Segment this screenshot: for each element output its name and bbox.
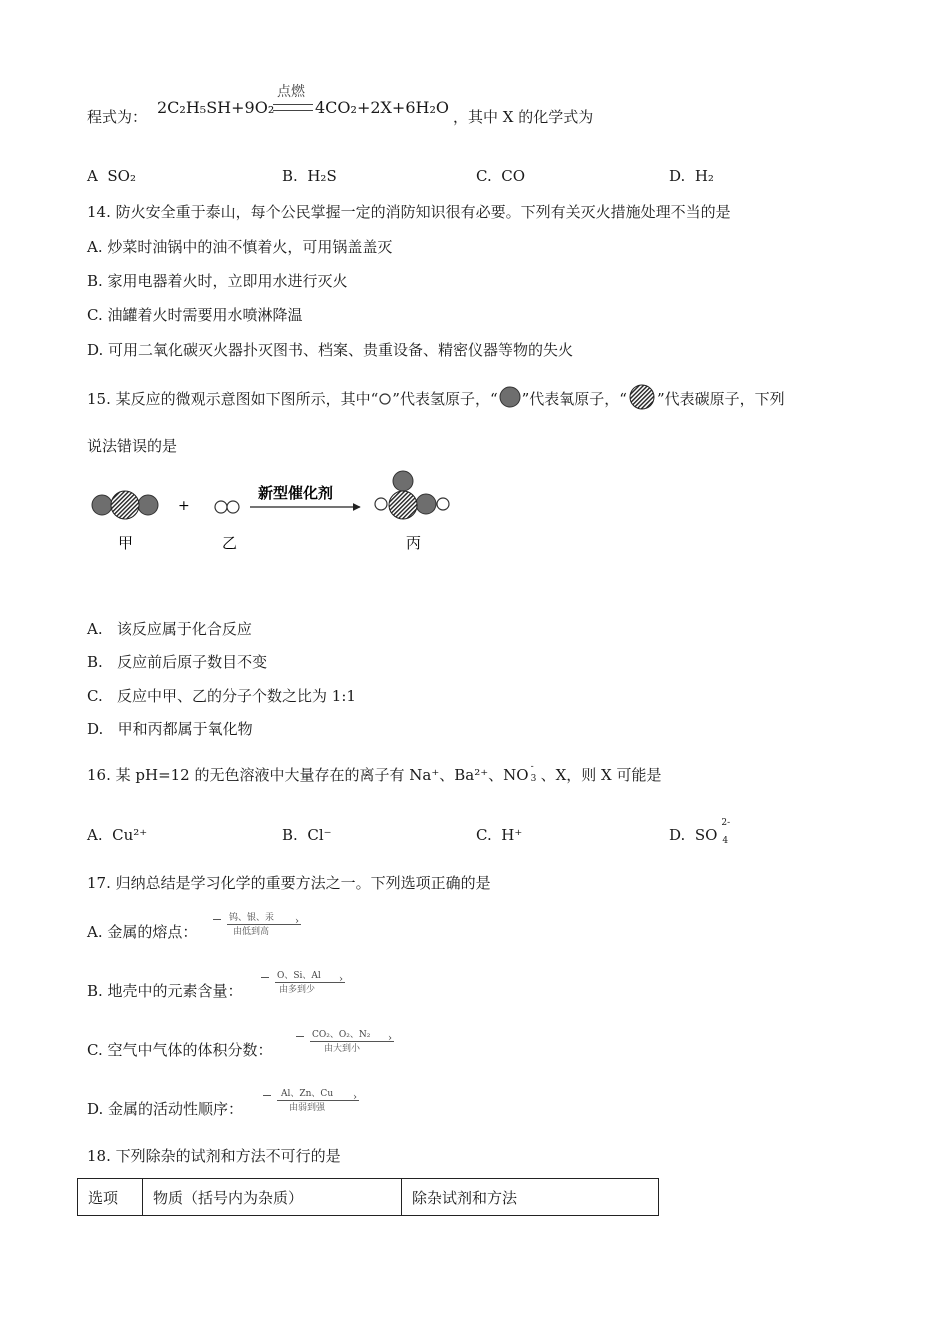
plus-sign: + (178, 498, 190, 514)
catalyst-label: 新型催化剂 (258, 484, 334, 502)
table-header-row (78, 1179, 659, 1216)
q14-option-d[interactable]: D. 可用二氧化碳灭火器扑灭图书、档案、贵重设备、精密仪器等物的失火 (87, 341, 574, 359)
q18-stem: 18. 下列除杂的试剂和方法不可行的是 (87, 1147, 341, 1165)
q16-stem: 16. 某 pH=12 的无色溶液中大量存在的离子有 Na⁺、Ba²⁺、NO - 3 、X，则 X 可能是 (87, 762, 662, 784)
q13-option-d[interactable]: D. H₂ (669, 167, 714, 185)
q17-option-c[interactable]: C. 空气中气体的体积分数： (87, 1041, 273, 1059)
q13-tail: ，其中 X 的化学式为 (453, 108, 594, 126)
q15-option-c[interactable]: C. 反应中甲、乙的分子个数之比为 1:1 (87, 687, 356, 705)
q17-option-d[interactable]: D. 金属的活动性顺序： (87, 1100, 244, 1118)
q16-option-a[interactable]: A. Cu²⁺ (87, 826, 148, 844)
label-yi: 乙 (222, 534, 238, 552)
q15-reaction-diagram (85, 462, 465, 562)
q13-reactants: 2C₂H₅SH+9O₂ (157, 98, 275, 117)
q17-sequence-c: CO₂、O₂、N₂ › 由大到小 (296, 1027, 400, 1053)
q13-products: 4CO₂+2X+6H₂O (315, 98, 449, 117)
q17-option-b[interactable]: B. 地壳中的元素含量： (87, 982, 243, 1000)
q17-sequence-d: Al、Zn、Cu › 由弱到强 (263, 1086, 363, 1112)
q14-option-c[interactable]: C. 油罐着火时需要用水喷淋降温 (87, 306, 303, 324)
q13-option-a[interactable]: A SO₂ (87, 167, 136, 185)
q13-intro: 程式为： (87, 108, 148, 126)
molecule-yi (215, 501, 239, 513)
q16-option-c[interactable]: C. H⁺ (476, 826, 523, 844)
q17-stem: 17. 归纳总结是学习化学的重要方法之一。下列选项正确的是 (87, 874, 491, 892)
label-bing: 丙 (406, 534, 422, 552)
q17-sequence-b: O、Si、Al › 由多到少 (261, 968, 351, 994)
q13-option-c[interactable]: C. CO (476, 167, 526, 185)
q15-option-a[interactable]: A. 该反应属于化合反应 (87, 620, 252, 638)
oxygen-atom-icon (498, 386, 522, 408)
molecule-bing (375, 471, 449, 519)
q13-option-b[interactable]: B. H₂S (282, 167, 337, 185)
q14-stem: 14. 防火安全重于泰山，每个公民掌握一定的消防知识很有必要。下列有关灭火措施处理不当的是 (87, 203, 731, 221)
carbon-atom-icon (627, 384, 657, 410)
table-header-option: 选项 (78, 1179, 143, 1216)
q18-table (77, 1178, 659, 1216)
q15-stem-line2: 说法错误的是 (87, 437, 178, 455)
table-header-method: 除杂试剂和方法 (402, 1179, 659, 1216)
q15-option-d[interactable]: D. 甲和丙都属于氧化物 (87, 720, 253, 738)
q14-option-a[interactable]: A. 炒菜时油锅中的油不慎着火，可用锅盖盖灭 (87, 238, 393, 256)
q17-sequence-a: 钨、银、汞 › 由低到高 (213, 910, 303, 936)
q15-stem: 15. 某反应的微观示意图如下图所示，其中“ ”代表氢原子，“ ”代表氧原子，“ ”代表碳原子，下列 (87, 384, 785, 410)
q13-equals-sign (273, 104, 313, 111)
q14-option-b[interactable]: B. 家用电器着火时，立即用水进行灭火 (87, 272, 348, 290)
q16-option-b[interactable]: B. Cl⁻ (282, 826, 332, 844)
table-header-substance: 物质（括号内为杂质） (143, 1179, 402, 1216)
q13-condition: 点燃 (277, 84, 305, 100)
q17-option-a[interactable]: A. 金属的熔点： (87, 923, 198, 941)
q16-option-d[interactable]: D. SO 2- 4 (669, 818, 731, 846)
molecule-jia (92, 491, 158, 519)
label-jia: 甲 (118, 534, 134, 552)
q15-option-b[interactable]: B. 反应前后原子数目不变 (87, 653, 268, 671)
hydrogen-atom-icon (378, 392, 392, 406)
